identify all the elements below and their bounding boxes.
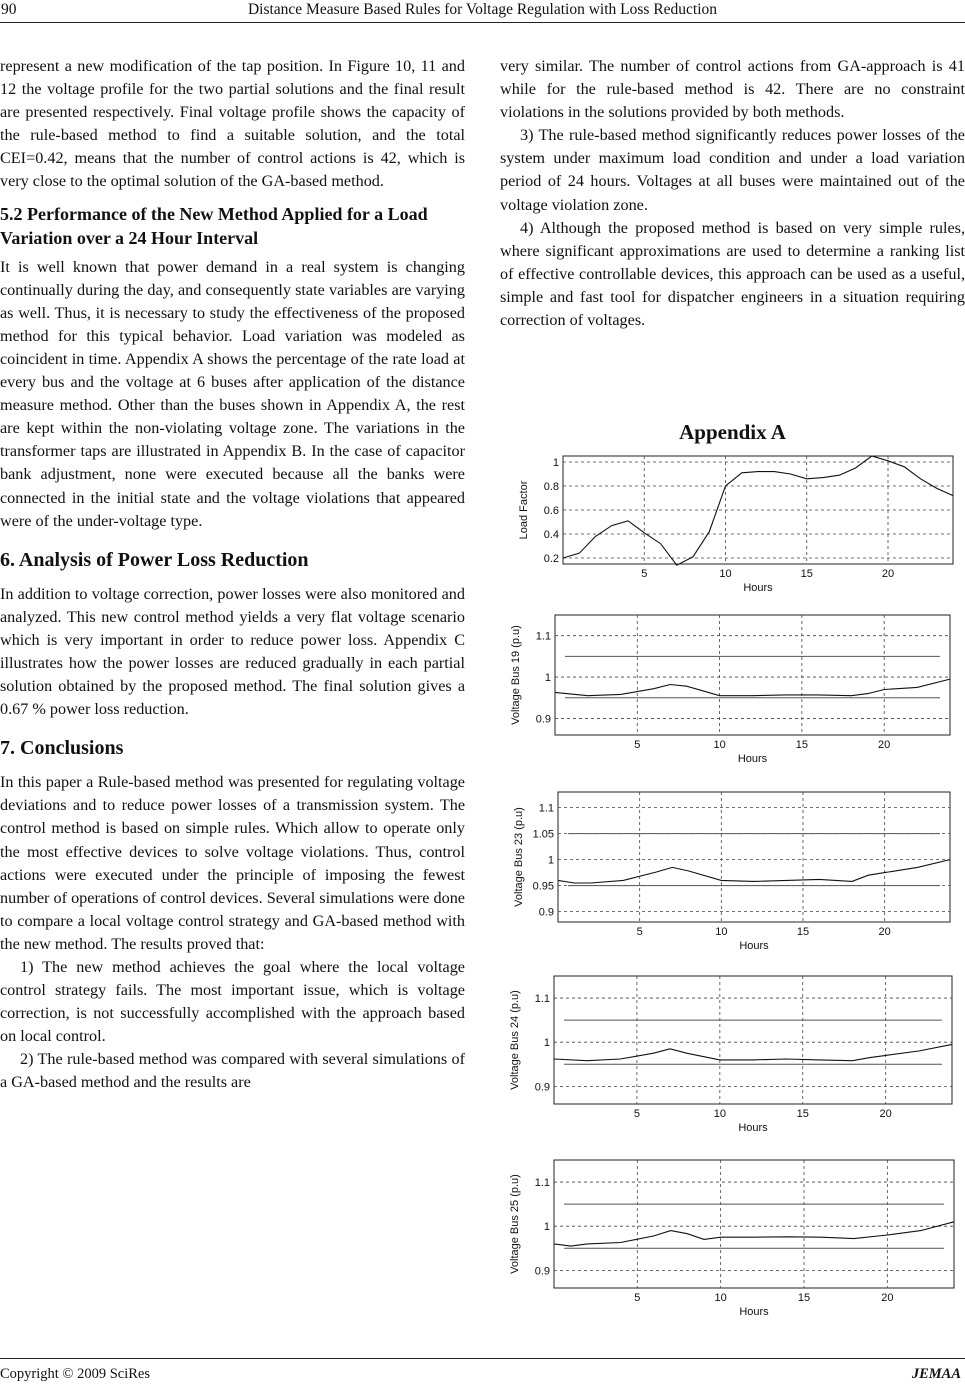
section-heading-7: 7. Conclusions — [0, 737, 124, 760]
y-tick-label: 0.4 — [543, 529, 559, 541]
section-heading-6: 6. Analysis of Power Loss Reduction — [0, 548, 309, 571]
y-tick-label: 1 — [544, 672, 551, 685]
paragraph: In addition to voltage correction, power losses were also monitored and analyzed. This new control method yields a very flat voltage scenario which is very important in order to reduce power loss. Appendix C illustrates how the power losses are reduced gradually in each partial solution obtained by the proposed method. The final solution gives a 0.67 % power loss reduction. — [0, 584, 465, 719]
footer-rule — [0, 1358, 965, 1359]
x-tick-label: 5 — [634, 1292, 641, 1304]
x-tick-label: 15 — [797, 1292, 811, 1304]
load-factor-chart — [500, 450, 965, 595]
y-tick-label: 0.9 — [534, 1081, 550, 1094]
x-tick-label: 20 — [878, 739, 891, 751]
x-tick-label: 20 — [879, 1108, 892, 1120]
x-axis-label: Hours — [739, 1306, 769, 1318]
x-tick-label: 15 — [795, 739, 808, 751]
y-axis-label: Voltage Bus 25 (p.u) — [509, 1174, 521, 1274]
page-number: 90 — [1, 1, 17, 18]
y-tick-label: 0.8 — [543, 481, 559, 493]
section-heading-5-2: 5.2 Performance of the New Method Applied for a Load Variation over a 24 Hour Interval — [0, 203, 428, 248]
x-tick-label: 10 — [713, 1108, 726, 1120]
y-tick-label: 0.95 — [532, 880, 554, 893]
voltage-bus-24-chart — [500, 973, 965, 1136]
x-axis-label: Hours — [738, 1122, 768, 1134]
voltage-bus-23-chart — [500, 788, 965, 956]
x-tick-label: 15 — [800, 568, 813, 580]
plot-area — [554, 1160, 954, 1288]
plot-area — [558, 792, 950, 922]
paragraph: 3) The rule-based method significantly reduces power losses of the system under maximum load condition and under a load variation period of 24 hours. Voltages at all buses were maintained out of the voltage violation zone. — [500, 126, 965, 214]
y-tick-label: 0.2 — [543, 553, 559, 565]
paragraph: 4) Although the proposed method is based on very simple rules, where significant approximations are used to determine a ranking list of effective controllable devices, this approach can be used as a useful, simple and fast tool for dispatcher engineers in a situation requiring correction of voltages. — [500, 218, 965, 330]
x-tick-label: 15 — [796, 1108, 809, 1120]
copyright: Copyright © 2009 SciRes — [0, 1366, 150, 1382]
y-tick-label: 1.1 — [538, 802, 554, 815]
x-tick-label: 5 — [634, 739, 641, 751]
x-tick-label: 10 — [715, 926, 728, 938]
y-tick-label: 0.9 — [538, 906, 554, 919]
y-tick-label: 1 — [552, 457, 559, 469]
plot-area — [554, 976, 952, 1104]
x-tick-label: 15 — [796, 926, 810, 938]
x-tick-label: 5 — [641, 568, 648, 580]
y-axis-label: Voltage Bus 23 (p.u) — [513, 807, 525, 907]
paragraph: It is well known that power demand in a real system is changing continually during the day, and consequently state variables are varying as well. Thus, it is necessary to study the effectiveness of the proposed method for this typical behavior. Load variation was modeled as coincident in time. Appendix A shows the percentage of the rate load at every bus and the voltage at 6 buses after application of the distance measure method. Other than the buses shown in Appendix A, the rest are kept within the non-violating voltage zone. The variations in the transformer taps are illustrated in Appendix B. In the case of capacitor bank adjustment, none were executed because all the banks were connected in the initial state and the voltage violations that appeared were of the under-voltage type. — [0, 257, 465, 530]
voltage-bus-25-chart — [500, 1156, 965, 1316]
running-title: Distance Measure Based Rules for Voltage Regulation with Loss Reduction — [247, 1, 718, 18]
y-tick-label: 1 — [547, 854, 554, 867]
x-tick-label: 20 — [881, 1292, 894, 1304]
x-axis-label: Hours — [743, 582, 773, 594]
y-tick-label: 0.9 — [535, 713, 551, 726]
header-rule — [0, 22, 965, 23]
y-tick-label: 0.9 — [534, 1265, 550, 1278]
x-tick-label: 20 — [881, 568, 895, 580]
paragraph: 1) The new method achieves the goal where the local voltage control strategy fails. The most important issue, which is voltage correction, is not successfully accomplished with the approach based on local control. — [0, 958, 465, 1046]
paragraph: 2) The rule-based method was compared with several simulations of a GA-based method and the results are — [0, 1050, 465, 1092]
paragraph: In this paper a Rule-based method was presented for regulating voltage deviations and to reduce power losses of a transmission system. The control method is based on simple rules. Which allow to operate only the most effective devices to solve voltage violations. Thus, control actions were executed under the principle of imposing the fewest number of operations of control devices. Several simulations were done to compare a local voltage control strategy and GA-based method with the new method. The results proved that: — [0, 773, 465, 953]
x-axis-label: Hours — [737, 753, 768, 765]
y-tick-label: 1.05 — [532, 828, 554, 841]
paragraph: represent a new modification of the tap position. In Figure 10, 11 and 12 the voltage profile for the two partial solutions and the final result are presented respectively. Final voltage profile shows the capacity of the rule-based method to find a suitable solution, and the total CEI=0.42, means that the number of control actions is 42, which is very close to the optimal solution of the GA-based method. — [0, 57, 465, 191]
y-axis-label: Voltage Bus 19 (p.u) — [510, 625, 522, 725]
paragraph: very similar. The number of control actions from GA-approach is 41 while for the rule-based method is 42. There are no constraint violations in the solutions provided by both methods. — [500, 57, 965, 122]
y-tick-label: 1 — [543, 1221, 550, 1234]
x-tick-label: 5 — [636, 926, 643, 938]
left-column — [0, 55, 465, 1095]
y-tick-label: 1.1 — [534, 993, 550, 1006]
voltage-bus-19-chart — [500, 612, 965, 764]
journal-name: JEMAA — [911, 1366, 961, 1382]
x-tick-label: 10 — [714, 1292, 727, 1304]
x-axis-label: Hours — [739, 940, 769, 952]
y-axis-label: Load Factor — [518, 480, 530, 540]
appendix-title: Appendix A — [679, 420, 786, 444]
y-axis-label: Voltage Bus 24 (p.u) — [509, 990, 521, 1090]
x-tick-label: 10 — [713, 739, 726, 751]
y-tick-label: 1.1 — [535, 630, 551, 643]
x-tick-label: 5 — [633, 1108, 640, 1120]
y-tick-label: 1.1 — [534, 1177, 550, 1190]
x-tick-label: 10 — [719, 568, 732, 580]
y-tick-label: 0.6 — [543, 505, 559, 517]
page-header — [0, 0, 965, 24]
x-tick-label: 20 — [878, 926, 891, 938]
right-column — [500, 55, 965, 332]
y-tick-label: 1 — [543, 1037, 550, 1050]
plot-area — [555, 615, 950, 735]
